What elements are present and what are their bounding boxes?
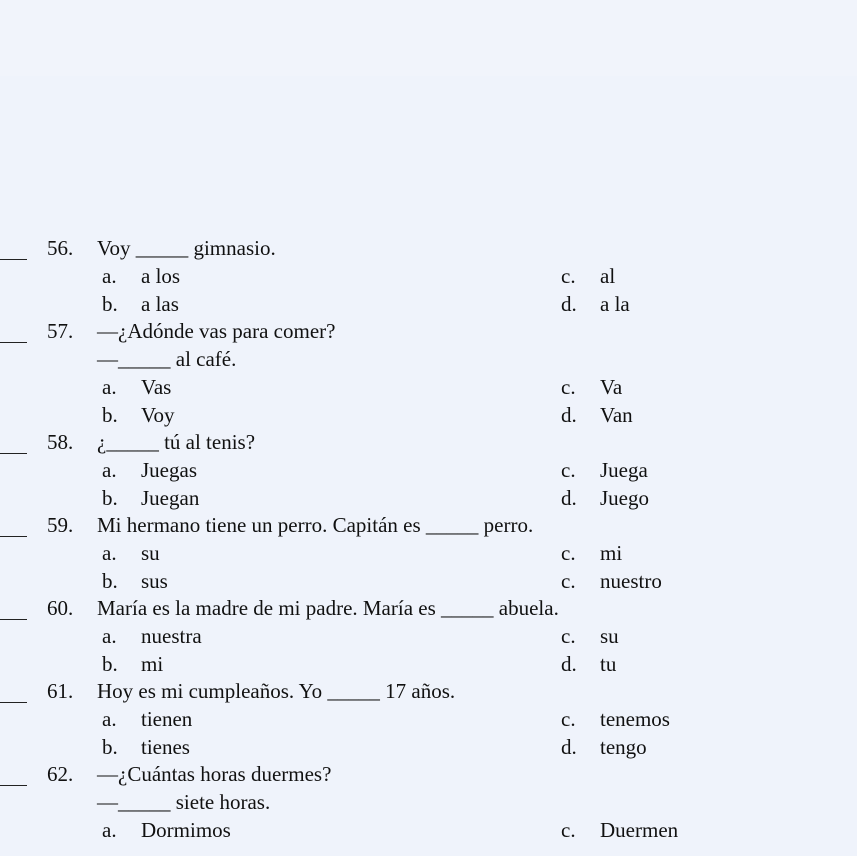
option-text: su xyxy=(141,541,160,565)
question-stem-line xyxy=(0,595,857,623)
option-text: Juegan xyxy=(141,485,200,510)
option-letter: a. xyxy=(102,624,117,648)
question-number: 56. xyxy=(47,236,74,260)
answer-blank[interactable] xyxy=(0,429,27,456)
option-text: tenemos xyxy=(600,707,670,731)
option-row xyxy=(0,291,857,319)
answer-blank[interactable] xyxy=(0,318,27,345)
question-text: ¿_____ tú al tenis? xyxy=(97,430,256,454)
option-letter: a. xyxy=(102,818,117,842)
option-letter: c. xyxy=(561,818,576,842)
option-row xyxy=(0,817,857,845)
answer-blank[interactable] xyxy=(0,235,27,262)
question-item xyxy=(0,318,857,429)
question-stem-line xyxy=(0,761,857,789)
option-letter: b. xyxy=(102,485,118,510)
option-letter: c. xyxy=(561,707,576,731)
question-continuation-line xyxy=(0,789,857,817)
option-row xyxy=(0,485,857,513)
option-letter: d. xyxy=(561,651,577,676)
option-text: tengo xyxy=(600,734,647,759)
question-text: Voy _____ gimnasio. xyxy=(97,236,276,260)
question-number: 59. xyxy=(47,513,74,537)
option-row xyxy=(0,457,857,485)
answer-blank[interactable] xyxy=(0,512,27,539)
question-stem-line xyxy=(0,235,857,263)
option-text: mi xyxy=(600,541,623,565)
question-number: 60. xyxy=(47,596,74,620)
option-letter: a. xyxy=(102,707,117,731)
quiz-document xyxy=(0,235,857,845)
question-number: 62. xyxy=(47,762,74,786)
question-item xyxy=(0,761,857,845)
answer-blank[interactable] xyxy=(0,678,27,705)
option-letter: b. xyxy=(102,734,118,759)
question-text: —_____ siete horas. xyxy=(97,790,271,814)
question-number: 61. xyxy=(47,679,74,703)
option-text: a las xyxy=(141,291,179,316)
option-letter: b. xyxy=(102,402,118,427)
option-letter: c. xyxy=(561,568,576,593)
option-row xyxy=(0,623,857,651)
option-text: Juega xyxy=(600,458,648,482)
option-letter: b. xyxy=(102,291,118,316)
option-text: tienen xyxy=(141,707,193,731)
question-text: —¿Adónde vas para comer? xyxy=(97,319,336,343)
option-row xyxy=(0,263,857,291)
option-row xyxy=(0,540,857,568)
question-stem-line xyxy=(0,678,857,706)
option-row xyxy=(0,568,857,596)
question-number: 57. xyxy=(47,319,74,343)
question-continuation-line xyxy=(0,346,857,374)
option-letter: c. xyxy=(561,264,576,288)
question-text: Hoy es mi cumpleaños. Yo _____ 17 años. xyxy=(97,679,456,703)
option-letter: d. xyxy=(561,291,577,316)
option-text: Juegas xyxy=(141,458,197,482)
option-text: Dormimos xyxy=(141,818,231,842)
question-number: 58. xyxy=(47,430,74,454)
question-stem-line xyxy=(0,318,857,346)
option-letter: d. xyxy=(561,402,577,427)
option-letter: c. xyxy=(561,541,576,565)
question-item xyxy=(0,429,857,512)
option-letter: c. xyxy=(561,375,576,399)
question-stem-line xyxy=(0,429,857,457)
question-item xyxy=(0,678,857,761)
answer-blank[interactable] xyxy=(0,761,27,788)
option-text: mi xyxy=(141,651,164,676)
page-header-band xyxy=(0,0,857,76)
option-text: al xyxy=(600,264,616,288)
question-item xyxy=(0,595,857,678)
option-text: Va xyxy=(600,375,623,399)
option-row xyxy=(0,651,857,679)
question-item xyxy=(0,512,857,595)
option-letter: c. xyxy=(561,458,576,482)
question-text: María es la madre de mi padre. María es _____ abuela. xyxy=(97,596,559,620)
question-item xyxy=(0,235,857,318)
option-row xyxy=(0,402,857,430)
option-letter: b. xyxy=(102,568,118,593)
option-letter: a. xyxy=(102,375,117,399)
option-row xyxy=(0,706,857,734)
option-text: nuestro xyxy=(600,568,662,593)
answer-blank[interactable] xyxy=(0,595,27,622)
option-text: Duermen xyxy=(600,818,679,842)
option-text: su xyxy=(600,624,619,648)
option-text: nuestra xyxy=(141,624,202,648)
option-text: tienes xyxy=(141,734,190,759)
option-letter: a. xyxy=(102,458,117,482)
option-letter: d. xyxy=(561,734,577,759)
option-text: Vas xyxy=(141,375,172,399)
question-text: Mi hermano tiene un perro. Capitán es _____ perro. xyxy=(97,513,534,537)
option-text: sus xyxy=(141,568,168,593)
question-text: —¿Cuántas horas duermes? xyxy=(97,762,332,786)
option-text: Voy xyxy=(141,402,175,427)
option-text: Juego xyxy=(600,485,649,510)
option-letter: a. xyxy=(102,541,117,565)
question-stem-line xyxy=(0,512,857,540)
option-text: tu xyxy=(600,651,617,676)
option-text: Van xyxy=(600,402,633,427)
option-text: a la xyxy=(600,291,630,316)
option-row xyxy=(0,374,857,402)
option-letter: b. xyxy=(102,651,118,676)
option-text: a los xyxy=(141,264,181,288)
question-text: —_____ al café. xyxy=(97,347,237,371)
option-letter: c. xyxy=(561,624,576,648)
option-letter: a. xyxy=(102,264,117,288)
option-letter: d. xyxy=(561,485,577,510)
option-row xyxy=(0,734,857,762)
